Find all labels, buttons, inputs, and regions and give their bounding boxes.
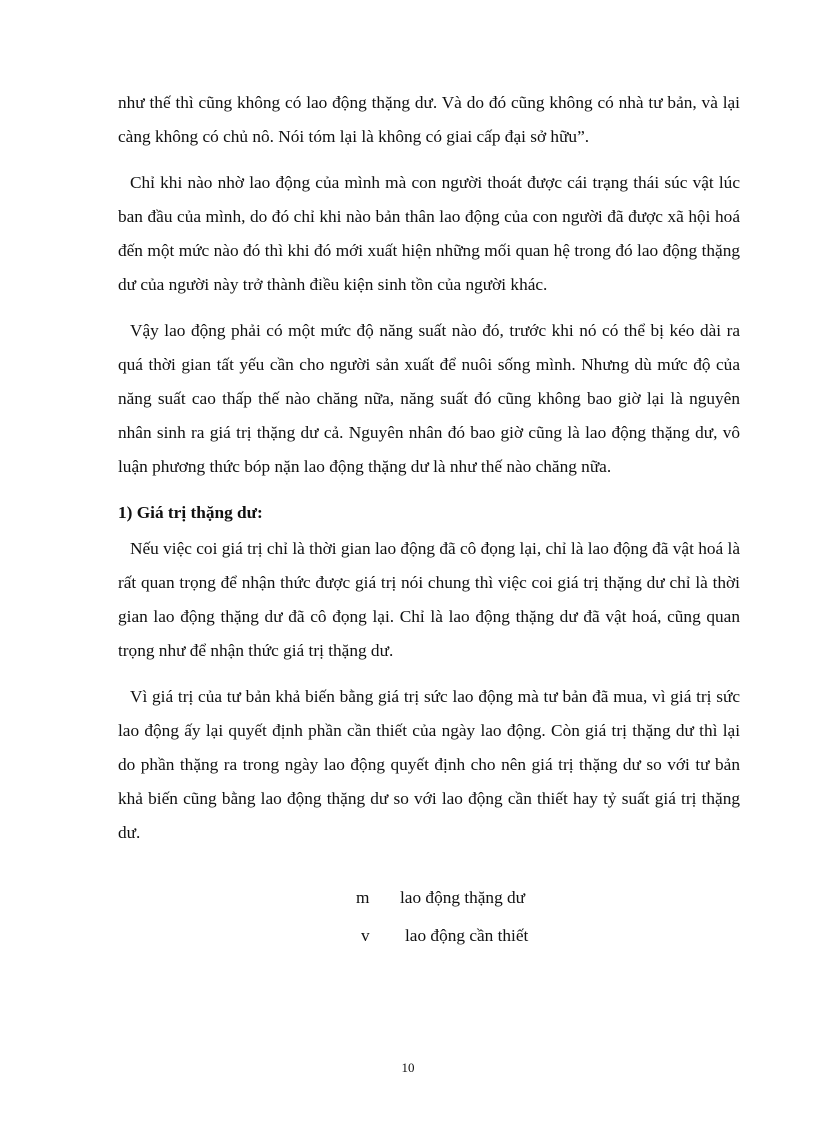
section-paragraph-1: Nếu việc coi giá trị chỉ là thời gian lao động đã cô đọng lại, chỉ là lao động đã vật hoá là rất quan trọng để nhận thức được giá trị nói chung thì việc coi giá trị thặng dư chỉ là thời gian lao động thặng dư đã cô đọng lại. Chỉ là lao động thặng dư đã vật hoá, cũng quan trọng như để nhận thức giá trị thặng dư. bbox=[118, 539, 740, 660]
paragraph-2: Chỉ khi nào nhờ lao động của mình mà con người thoát được cái trạng thái súc vật lúc ban đầu của mình, do đó chỉ khi nào bản thân lao động của con người đã được xã hội hoá đến một mức nào đó thì khi đó mới xuất hiện những mối quan hệ trong đó lao động thặng dư của người này trở thành điều kiện sinh tồn của người khác. bbox=[118, 173, 740, 294]
formula-denominator-symbol: v bbox=[361, 926, 370, 945]
section-heading: 1) Giá trị thặng dư: bbox=[118, 503, 263, 522]
formula-numerator-symbol: m bbox=[356, 888, 370, 907]
page-number: 10 bbox=[401, 1060, 415, 1075]
paragraph-1: như thế thì cũng không có lao động thặng dư. Và do đó cũng không có nhà tư bản, và lại càng không có chủ nô. Nói tóm lại là không có giai cấp đại sở hữu”. bbox=[118, 93, 740, 146]
section-paragraph-2: Vì giá trị của tư bản khả biến bằng giá trị sức lao động mà tư bản đã mua, vì giá trị sức lao động ấy lại quyết định phần cần thiết của ngày lao động. Còn giá trị thặng dư thì lại do phần thặng ra trong ngày lao động quyết định cho nên giá trị thặng dư so với tư bản khả biến cũng bằng lao động thặng dư so với lao động cần thiết hay tỷ suất giá trị thặng dư. bbox=[118, 687, 740, 842]
formula-denominator-text: lao động cần thiết bbox=[405, 926, 529, 945]
paragraph-3: Vậy lao động phải có một mức độ năng suất nào đó, trước khi nó có thể bị kéo dài ra quá thời gian tất yếu cần cho người sản xuất để nuôi sống mình. Nhưng dù mức độ của năng suất cao thấp thế nào chăng nữa, năng suất đó cũng không bao giờ lại là nguyên nhân sinh ra giá trị thặng dư cả. Nguyên nhân đó bao giờ cũng là lao động thặng dư, vô luận phương thức bóp nặn lao động thặng dư là như thế nào chăng nữa. bbox=[118, 321, 740, 476]
document-body bbox=[118, 86, 740, 862]
formula-numerator-text: lao động thặng dư bbox=[400, 888, 526, 907]
